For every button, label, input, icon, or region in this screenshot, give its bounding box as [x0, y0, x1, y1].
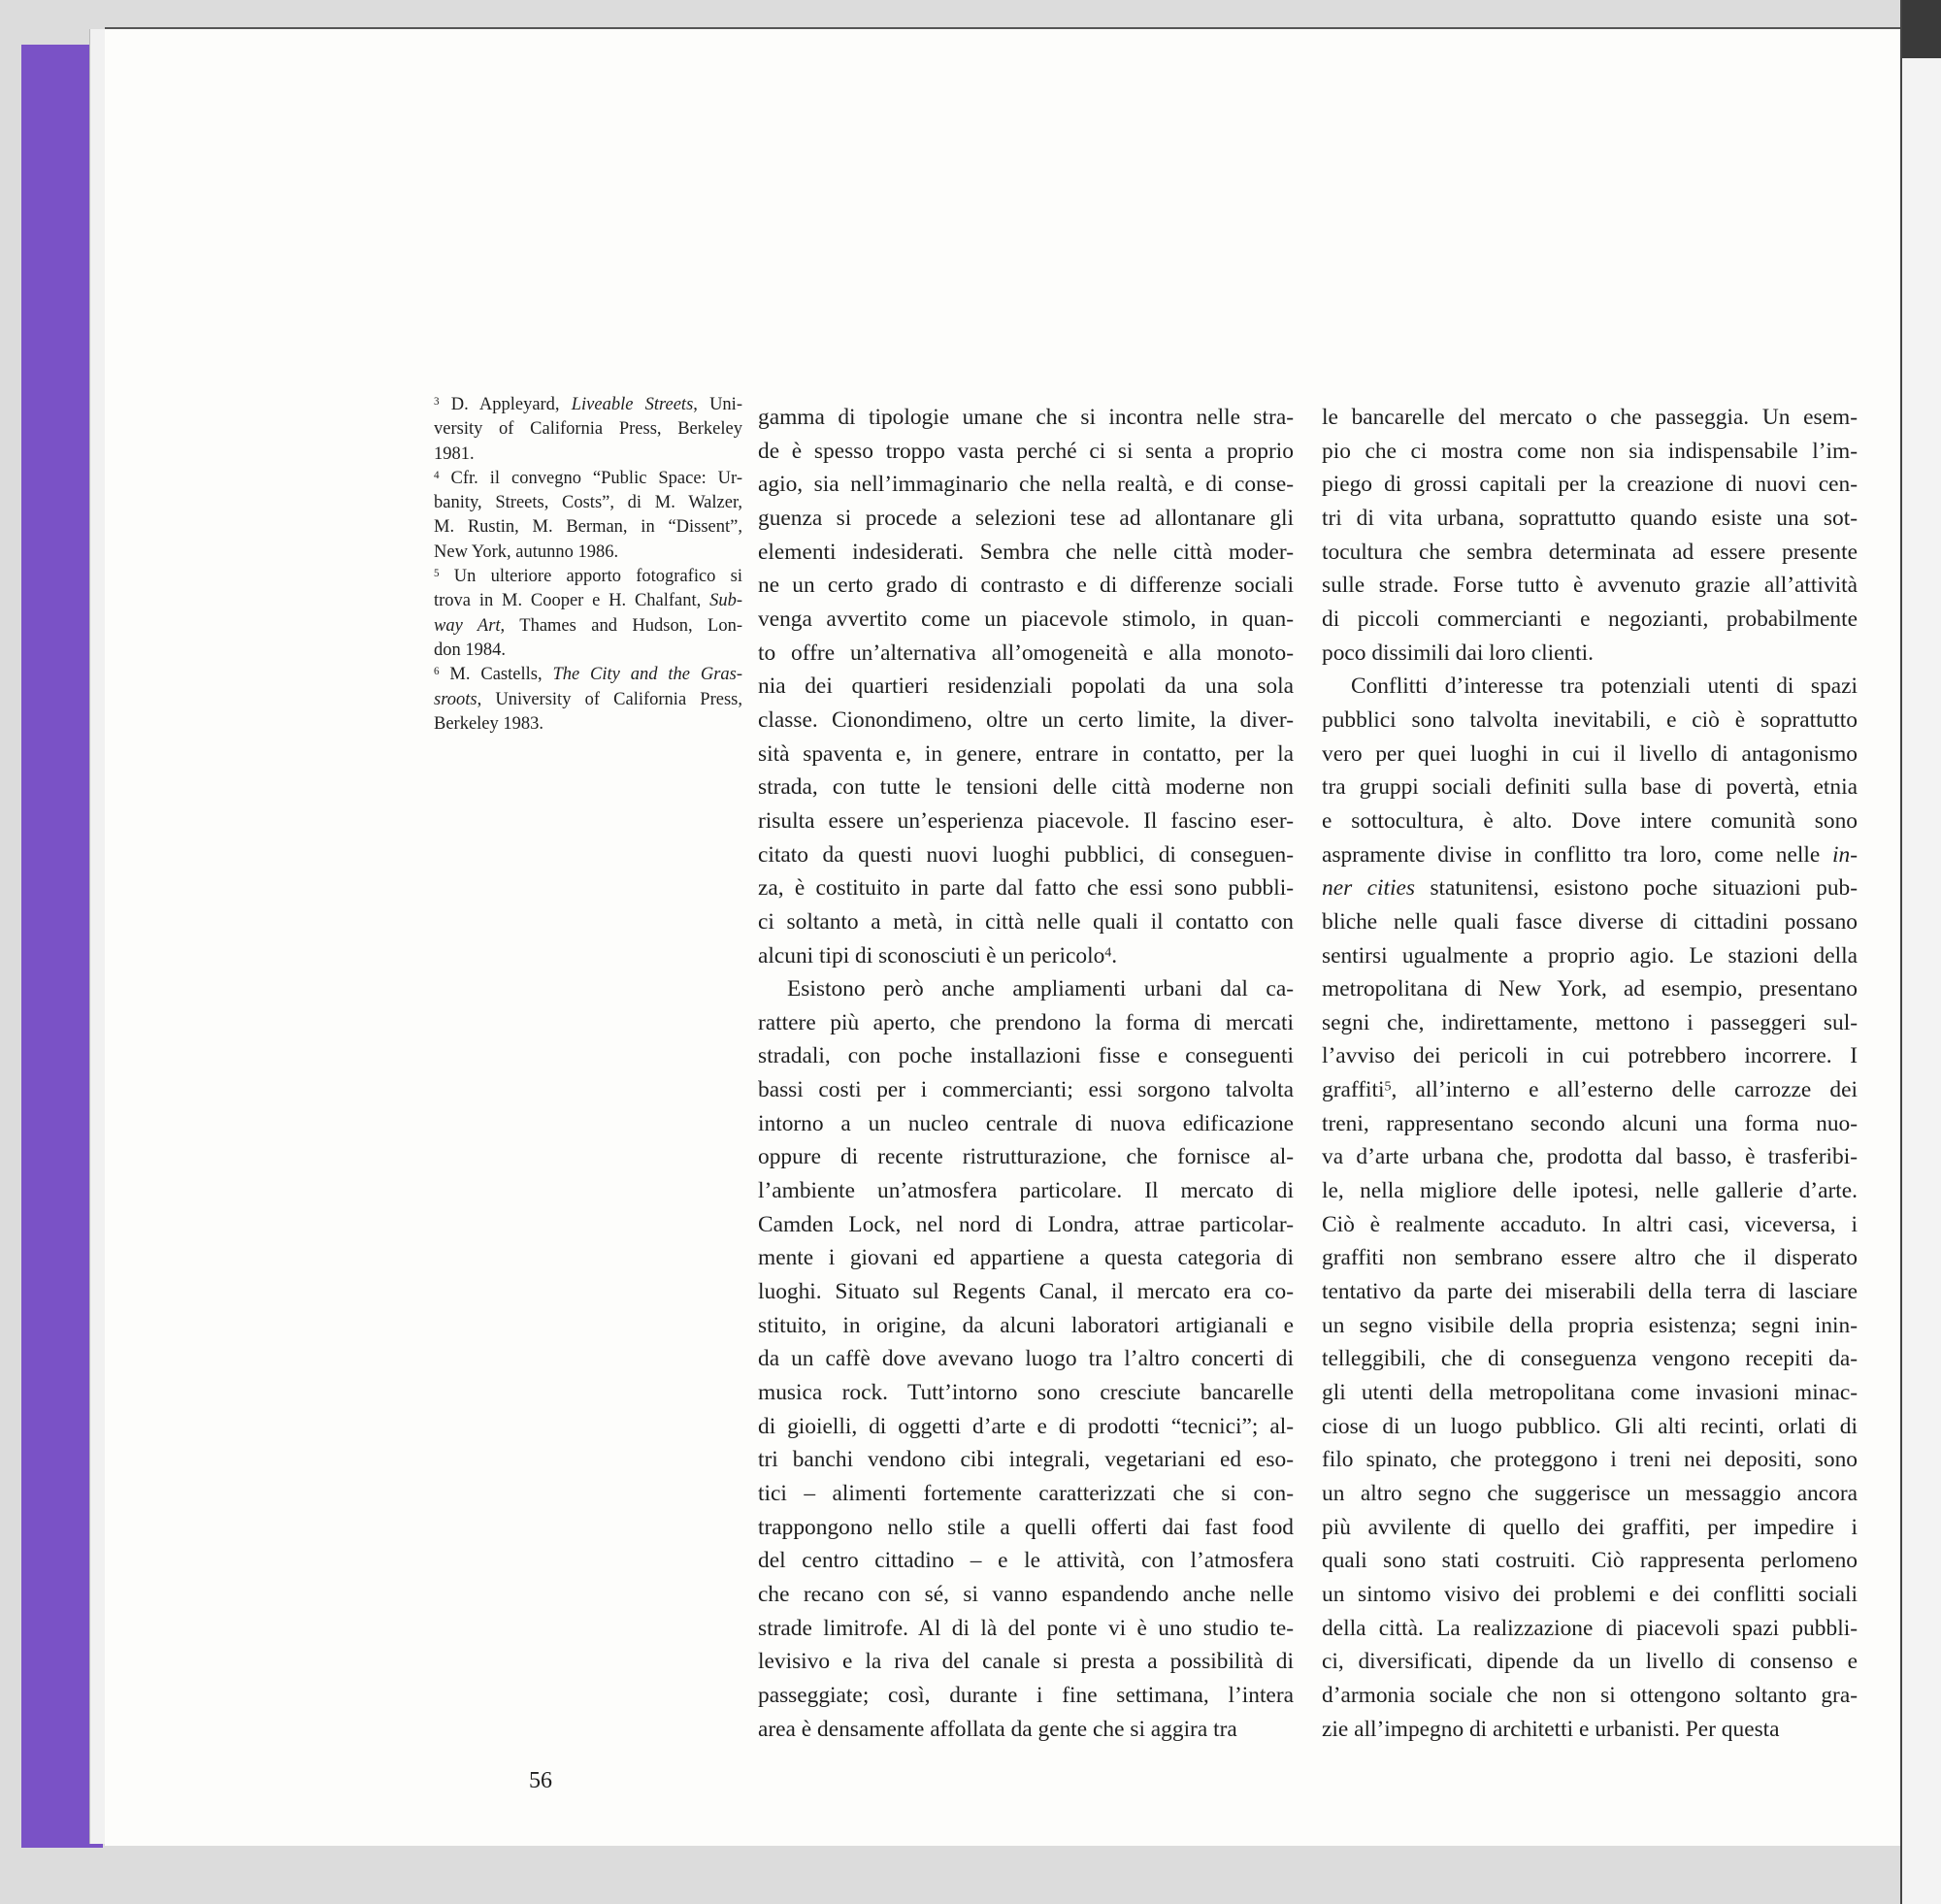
text-span: , University of California Press, [477, 689, 742, 709]
italic-text: ner cities [1322, 875, 1415, 902]
text-line: elementi indesiderati. Sembra che nelle città moder- [758, 539, 1294, 565]
text-span: alcuni tipi di sconosciuti è un pericolo [758, 942, 1105, 968]
text-line: intorno a un nucleo centrale di nuova edificazione [758, 1110, 1294, 1136]
text-line: sulle strade. Forse tutto è avvenuto grazie all’attività [1322, 573, 1858, 599]
text-line: risulta essere un’esperienza piacevole. Il fascino eser- [758, 807, 1294, 834]
text-line: nia dei quartieri residenziali popolati da una sola [758, 673, 1294, 700]
text-line: della città. La realizzazione di piacevoli spazi pubbli- [1322, 1615, 1858, 1641]
text-line: strade limitrofe. Al di là del ponte vi è uno studio te- [758, 1615, 1294, 1641]
text-line [434, 688, 742, 712]
scan-border-dark [1902, 0, 1941, 58]
text-line: poco dissimili dai loro clienti. [1322, 640, 1595, 666]
text-line: stradali, con poche installazioni fisse e conseguenti [758, 1043, 1294, 1069]
footnote-number: 5 [434, 568, 440, 580]
text-span: statunitensi, esistono poche situazioni pub- [1415, 875, 1858, 902]
text-line: le, nella migliore delle ipotesi, nelle gallerie d’arte. [1322, 1178, 1858, 1204]
text-span: D. Appleyard, [450, 395, 572, 414]
footnote-3 [434, 393, 742, 417]
text-line: d’armonia sociale che non si ottengono soltanto gra- [1322, 1682, 1858, 1708]
text-line: Ciò è realmente accaduto. In altri casi, viceversa, i [1322, 1211, 1858, 1237]
text-line [434, 614, 742, 639]
footnotes [434, 393, 742, 737]
footnote-ref: 5 [1384, 1078, 1392, 1095]
text-line: tri di vita urbana, soprattutto quando esiste una sot- [1322, 505, 1858, 531]
text-line: don 1984. [434, 640, 506, 660]
footnote-first-line-text [449, 665, 742, 684]
italic-text: Sub- [709, 591, 742, 611]
text-span: , Thames and Hudson, Lon- [500, 615, 742, 636]
footnote-number: 3 [434, 396, 440, 409]
text-line: metropolitana di New York, ad esempio, presentano [1322, 976, 1858, 1002]
text-line: gamma di tipologie umane che si incontra nelle stra- [758, 405, 1294, 430]
text-line: l’ambiente un’atmosfera particolare. Il mercato di [758, 1178, 1294, 1204]
text-line: venga avvertito come un piacevole stimolo, in quan- [758, 606, 1294, 632]
text-line [1322, 1073, 1858, 1107]
italic-text: in- [1832, 841, 1858, 868]
text-line: e sottocultura, è alto. Dove intere comunità sono [1322, 807, 1858, 834]
text-line: ci, diversificati, dipende da un livello di consenso e [1322, 1649, 1858, 1675]
text-line: un altro segno che suggerisce un messaggio ancora [1322, 1481, 1858, 1506]
footnote-number: 6 [434, 666, 440, 678]
text-line: stituito, in origine, da alcuni laboratori artigianali e [758, 1312, 1294, 1338]
text-line: un segno visibile della propria esistenza; segni inin- [1322, 1312, 1858, 1338]
text-line: tentativo da parte dei miserabili della terra di lasciare [1322, 1279, 1858, 1305]
text-line: to offre un’alternativa all’omogeneità e alla monoto- [758, 640, 1294, 666]
footnote-first-line-text: Un ulteriore apporto fotografico si [453, 567, 743, 587]
text-line: che recano con sé, si vanno espandendo anche nelle [758, 1581, 1294, 1607]
text-line: sità spaventa e, in genere, entrare in contatto, per la [758, 740, 1294, 767]
text-line [1322, 838, 1858, 872]
text-span: M. Castells, [449, 665, 553, 685]
text-line: citato da questi nuovi luoghi pubblici, di conseguen- [758, 841, 1294, 868]
text-column-3 [1322, 401, 1858, 1746]
italic-text: The City and the Gras- [552, 665, 743, 685]
text-line: treni, rappresentano secondo alcuni una forma nuo- [1322, 1110, 1858, 1136]
text-line: de è spesso troppo vasta perché ci si senta a proprio [758, 438, 1294, 464]
text-line: più avvilente di quello dei graffiti, per impedire i [1322, 1514, 1858, 1540]
text-line: pio che ci mostra come non sia indispensabile l’im- [1322, 438, 1858, 464]
text-line: l’avviso dei pericoli in cui potrebbero incorrere. I [1322, 1043, 1858, 1069]
text-line: sentirsi ugualmente a proprio agio. Le stazioni della [1322, 942, 1858, 968]
text-line: ci soltanto a metà, in città nelle quali il contatto con [758, 908, 1294, 935]
text-line: filo spinato, che proteggono i treni nei depositi, sono [1322, 1447, 1858, 1473]
italic-text: sroots [434, 689, 477, 709]
text-line: quali sono stati costruiti. Ciò rappresenta perlomeno [1322, 1548, 1858, 1574]
text-line: un sintomo visivo dei problemi e dei conflitti sociali [1322, 1581, 1858, 1607]
text-line: Camden Lock, nel nord di Londra, attrae particolar- [758, 1211, 1294, 1237]
text-span: trova in M. Cooper e H. Chalfant, [434, 591, 710, 611]
text-line: gli utenti della metropolitana come invasioni minac- [1322, 1380, 1858, 1406]
text-line: area è densamente affollata da gente che si aggira tra [758, 1716, 1237, 1742]
footnote-5 [434, 565, 742, 589]
text-line: piego di grossi capitali per la creazione di nuovi cen- [1322, 472, 1858, 498]
italic-text: Liveable Streets [571, 395, 694, 414]
text-line: M. Rustin, M. Berman, in “Dissent”, [434, 517, 742, 538]
text-line: di piccoli commercianti e negozianti, probabilmente [1322, 606, 1858, 632]
page-number: 56 [529, 1768, 552, 1793]
text-line: passeggiate; così, durante i fine settimana, l’intera [758, 1682, 1294, 1708]
text-span: . [1111, 942, 1118, 968]
text-line: classe. Cionondimeno, oltre un certo limite, la diver- [758, 706, 1294, 733]
text-line: levisivo e la riva del canale si presta a possibilità di [758, 1649, 1294, 1675]
footnote-ref: 4 [1104, 944, 1112, 961]
text-span: , Uni- [693, 395, 742, 414]
text-line: 1981. [434, 443, 475, 464]
text-line: tra gruppi sociali definiti sulla base di povertà, etnia [1322, 774, 1858, 801]
text-span: graffiti [1322, 1077, 1385, 1103]
text-line: bliche nelle quali fasce diverse di cittadini possano [1322, 908, 1858, 935]
text-line: telleggibili, che di conseguenza vengono recepiti da- [1322, 1346, 1858, 1372]
text-line: rattere più aperto, che prendono la forma di mercati [758, 1009, 1294, 1035]
text-line: vero per quei luoghi in cui il livello di antagonismo [1322, 740, 1858, 767]
text-line [1322, 871, 1858, 905]
text-line [758, 939, 1294, 973]
text-line: musica rock. Tutt’intorno sono cresciute bancarelle [758, 1380, 1294, 1406]
text-line: strada, con tutte le tensioni delle città moderne non [758, 774, 1294, 801]
text-line: di gioielli, di oggetti d’arte e di prodotti “tecnici”; al- [758, 1413, 1294, 1439]
scan-border-right [1900, 0, 1941, 1904]
text-line [434, 589, 742, 613]
text-line: luoghi. Situato sul Regents Canal, il mercato era co- [758, 1279, 1294, 1305]
text-line: mente i giovani ed appartiene a questa categoria di [758, 1245, 1294, 1271]
text-line: Berkeley 1983. [434, 713, 544, 734]
footnote-number: 4 [434, 469, 440, 481]
text-line: tici – alimenti fortemente caratterizzati che si con- [758, 1481, 1294, 1506]
text-line: versity of California Press, Berkeley [434, 419, 742, 440]
text-line: oppure di recente ristrutturazione, che fornisce al- [758, 1144, 1294, 1170]
text-line: zie all’impegno di architetti e urbanisti. Per questa [1322, 1716, 1780, 1742]
footnote-first-line-text: Cfr. il convegno “Public Space: Ur- [450, 468, 742, 488]
footnote-6 [434, 663, 742, 687]
text-line: agio, sia nell’immaginario che nella realtà, e di conse- [758, 472, 1294, 498]
text-line: Esistono però anche ampliamenti urbani dal ca- [787, 976, 1294, 1002]
footnote-4 [434, 467, 742, 491]
text-column-2 [758, 401, 1294, 1746]
text-span: , all’interno e all’esterno delle carrozze dei [1391, 1077, 1858, 1103]
text-line: del centro cittadino – e le attività, con l’atmosfera [758, 1548, 1294, 1574]
italic-text: way Art [434, 615, 501, 636]
text-line: tocultura che sembra determinata ad essere presente [1322, 539, 1858, 565]
text-line: New York, autunno 1986. [434, 542, 619, 562]
footnote-first-line-text [451, 395, 742, 414]
text-line: guenza si procede a selezioni tese ad allontanare gli [758, 505, 1294, 531]
text-line: graffiti non sembrano essere altro che il disperato [1322, 1245, 1858, 1271]
text-line: segni che, indirettamente, mettono i passeggeri sul- [1322, 1009, 1858, 1035]
text-line: ciose di un luogo pubblico. Gli alti recinti, orlati di [1322, 1413, 1858, 1439]
text-line: trappongono nello stile a quelli offerti dai fast food [758, 1514, 1294, 1540]
text-line: da un caffè dove avevano luogo tra l’altro concerti di [758, 1346, 1294, 1372]
text-line: bassi costi per i commercianti; essi sorgono talvolta [758, 1077, 1294, 1103]
text-line: ne un certo grado di contrasto e di differenze sociali [758, 573, 1294, 599]
text-line: va d’arte urbana che, prodotta dal basso, è trasferibi- [1322, 1144, 1858, 1170]
text-span: aspramente divise in conflitto tra loro, come nelle [1322, 841, 1833, 868]
text-line: le bancarelle del mercato o che passeggia. Un esem- [1322, 405, 1858, 430]
text-line: tri banchi vendono cibi integrali, vegetariani ed eso- [758, 1447, 1294, 1473]
text-line: pubblici sono talvolta inevitabili, e ciò è soprattutto [1322, 706, 1858, 733]
text-line: za, è costituito in parte dal fatto che essi sono pubbli- [758, 875, 1294, 902]
text-line: banity, Streets, Costs”, di M. Walzer, [434, 493, 742, 513]
text-line: Conflitti d’interesse tra potenziali utenti di spazi [1351, 673, 1858, 700]
